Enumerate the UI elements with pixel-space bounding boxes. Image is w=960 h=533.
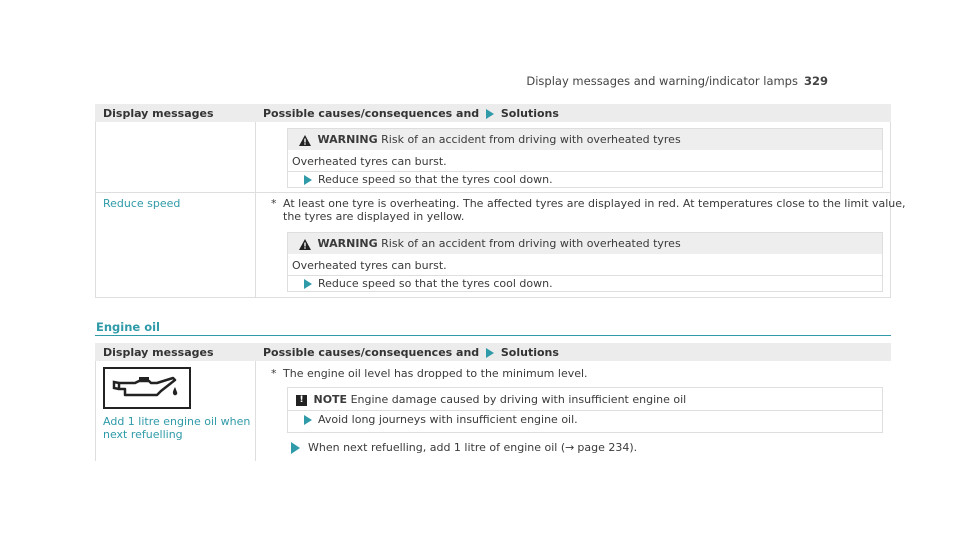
section-title: Engine oil bbox=[96, 320, 160, 334]
warning-box bbox=[287, 128, 883, 188]
running-header bbox=[526, 74, 828, 88]
section-underline bbox=[95, 335, 891, 336]
warning-label: WARNING bbox=[317, 133, 378, 146]
note-box-divider bbox=[288, 410, 882, 411]
oil-can-icon bbox=[105, 369, 189, 407]
play-icon bbox=[304, 415, 312, 425]
warning-action: Reduce speed so that the tyres cool down. bbox=[304, 173, 553, 187]
play-icon bbox=[304, 279, 312, 289]
warning-box-divider bbox=[288, 171, 882, 172]
display-message-reduce-speed: Reduce speed bbox=[103, 197, 181, 210]
warning-text: Risk of an accident from driving with overheated tyres bbox=[381, 237, 681, 250]
col-header-solutions: Possible causes/consequences and Solutions bbox=[263, 346, 559, 359]
description: The engine oil level has dropped to the minimum level. bbox=[283, 367, 588, 380]
warning-line bbox=[299, 133, 681, 147]
note-label: NOTE bbox=[313, 393, 348, 406]
exclamation-icon: ! bbox=[296, 395, 307, 406]
col-header-display-messages: Display messages bbox=[103, 107, 214, 120]
warning-box bbox=[287, 232, 883, 292]
table-engine-oil bbox=[95, 343, 891, 533]
note-action: Avoid long journeys with insufficient engine oil. bbox=[304, 413, 578, 427]
bullet: * bbox=[271, 367, 277, 380]
bullet: * bbox=[271, 197, 277, 210]
note-text: Engine damage caused by driving with insufficient engine oil bbox=[350, 393, 687, 406]
note-box bbox=[287, 387, 883, 433]
arrow-icon: → bbox=[565, 441, 575, 454]
play-icon bbox=[486, 348, 494, 358]
warning-box-divider bbox=[288, 275, 882, 276]
table-left-border bbox=[95, 361, 96, 461]
display-message-add-oil-line2: next refuelling bbox=[103, 428, 183, 441]
row-divider bbox=[95, 192, 891, 193]
refuel-action: When next refuelling, add 1 litre of engine oil (→ page 234). bbox=[291, 441, 637, 455]
col-header-display-messages: Display messages bbox=[103, 346, 214, 359]
col-header-solutions: Possible causes/consequences and Solutions bbox=[263, 107, 559, 120]
warning-triangle-icon bbox=[299, 239, 311, 250]
column-divider bbox=[255, 361, 256, 461]
table-left-border bbox=[95, 122, 96, 298]
page-number: 329 bbox=[803, 74, 828, 88]
column-divider bbox=[255, 122, 256, 298]
warning-body: Overheated tyres can burst. bbox=[292, 259, 447, 272]
table-bottom-border bbox=[95, 297, 891, 298]
warning-body: Overheated tyres can burst. bbox=[292, 155, 447, 168]
play-icon bbox=[304, 175, 312, 185]
page-reference-link[interactable]: page 234 bbox=[577, 441, 630, 454]
description-line2: the tyres are displayed in yellow. bbox=[283, 210, 465, 223]
header-title: Display messages and warning/indicator lamps bbox=[526, 74, 798, 88]
table-tyres bbox=[95, 104, 906, 298]
play-icon bbox=[486, 109, 494, 119]
warning-label: WARNING bbox=[317, 237, 378, 250]
warning-triangle-icon bbox=[299, 135, 311, 146]
oil-can-icon-frame bbox=[103, 367, 191, 409]
description-line1: At least one tyre is overheating. The affected tyres are displayed in red. At temperatures close to the limit value, bbox=[283, 197, 906, 210]
warning-text: Risk of an accident from driving with overheated tyres bbox=[381, 133, 681, 146]
warning-action: Reduce speed so that the tyres cool down. bbox=[304, 277, 553, 291]
note-line bbox=[296, 393, 686, 407]
warning-line bbox=[299, 237, 681, 251]
display-message-add-oil-line1: Add 1 litre engine oil when bbox=[103, 415, 251, 428]
play-icon bbox=[291, 442, 300, 454]
